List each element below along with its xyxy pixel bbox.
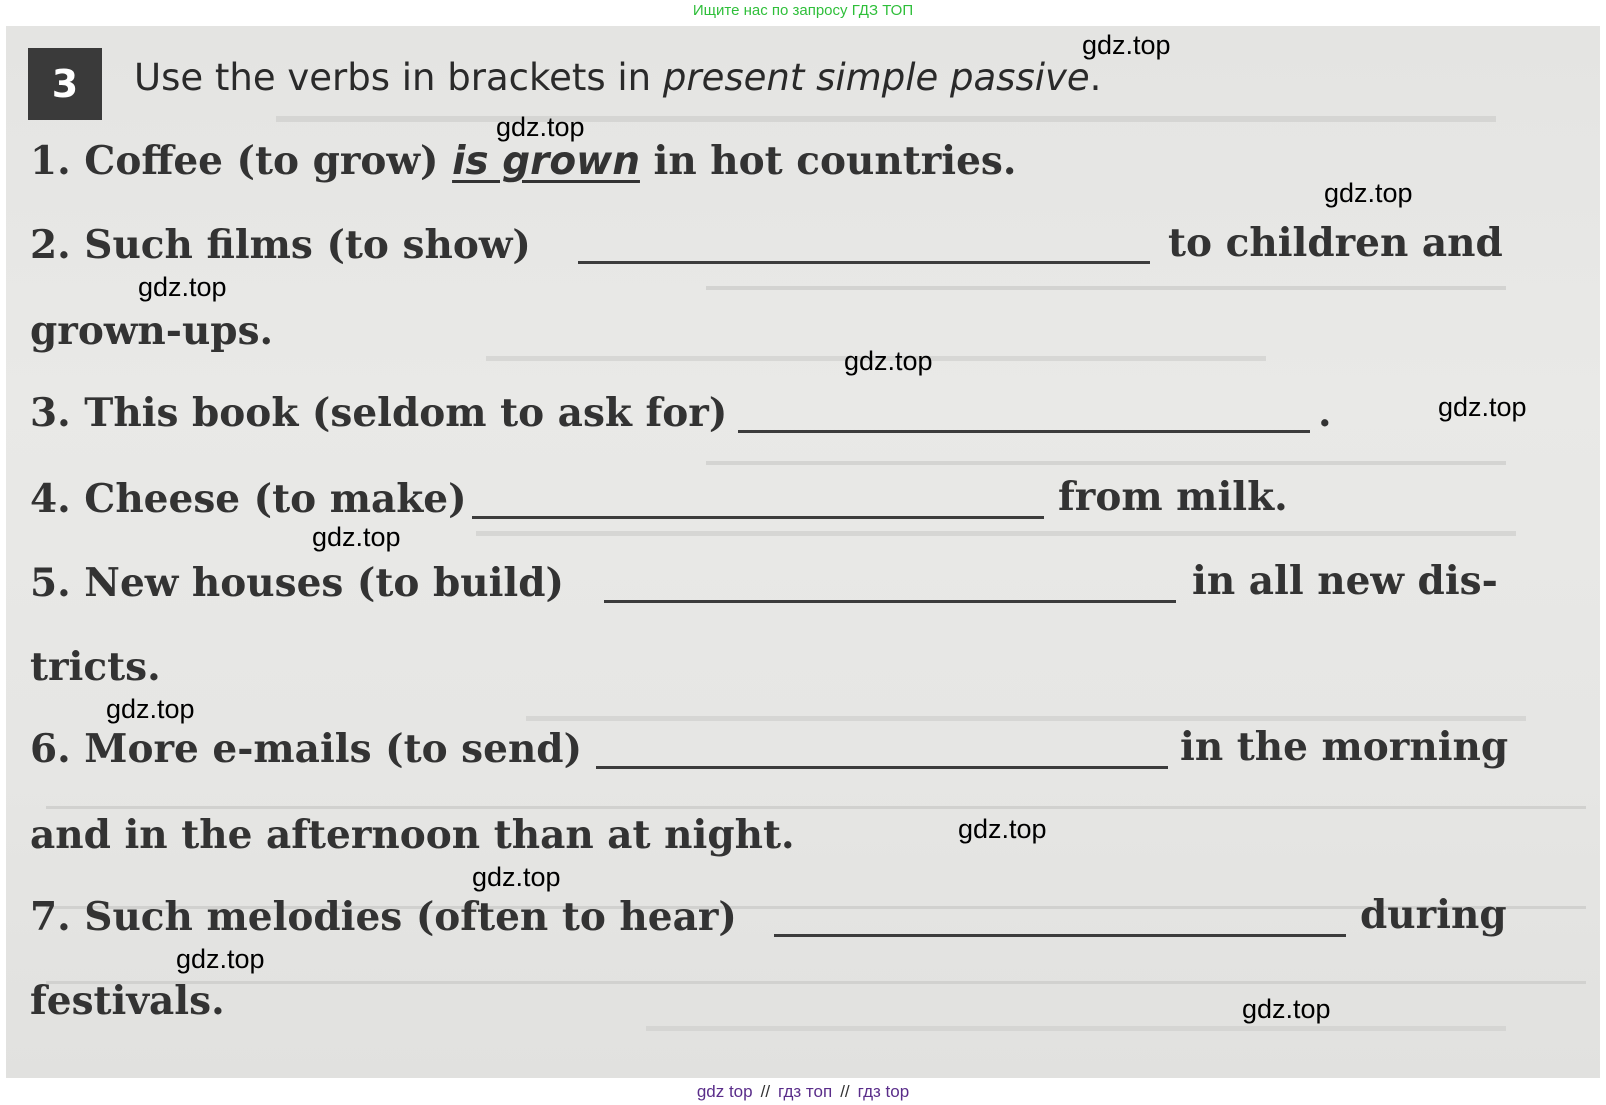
- item-1-rest: in hot countries.: [639, 138, 1017, 184]
- instruction-emphasis: present simple passive: [662, 56, 1090, 99]
- watermark: gdz.top: [106, 694, 195, 724]
- watermark: gdz.top: [176, 944, 265, 974]
- footer-links: [0, 1080, 1606, 1105]
- bleed-through-band: [526, 716, 1526, 721]
- item-1-prompt: 1. Coffee (to grow): [30, 138, 453, 184]
- item-4-answer-blank: [472, 516, 1044, 519]
- watermark: gdz.top: [496, 112, 585, 142]
- item-7-prompt: 7. Such melodies (often to hear): [30, 894, 737, 940]
- watermark: gdz.top: [1242, 994, 1331, 1024]
- footer-link-gdz-top-ru[interactable]: гдз топ: [778, 1082, 833, 1101]
- item-7-answer-blank: [774, 934, 1346, 937]
- bleed-through-band: [476, 531, 1516, 536]
- watermark: gdz.top: [1324, 178, 1413, 208]
- bleed-through-band: [46, 806, 1586, 809]
- search-hint-banner[interactable]: [0, 0, 1606, 24]
- item-3-rest: .: [1318, 390, 1332, 436]
- bleed-through-band: [646, 1026, 1506, 1031]
- item-6-prompt: 6. More e-mails (to send): [30, 726, 583, 772]
- item-1-answer: is grown: [452, 139, 640, 184]
- bleed-through-band: [276, 116, 1496, 122]
- exercise-number-badge: 3: [28, 48, 102, 120]
- bleed-through-band: [706, 286, 1506, 290]
- item-6-answer-blank: [596, 766, 1168, 769]
- bleed-through-band: [46, 981, 1586, 984]
- item-3-prompt: 3. This book (seldom to ask for): [30, 390, 728, 436]
- footer-separator: //: [840, 1082, 850, 1101]
- item-2-prompt: 2. Such films (to show): [30, 222, 531, 268]
- footer-link-gdz-top[interactable]: gdz top: [696, 1082, 753, 1101]
- item-4-rest: from milk.: [1058, 474, 1288, 520]
- item-2-rest: to children and: [1168, 220, 1503, 266]
- item-2-answer-blank: [578, 261, 1150, 264]
- watermark: gdz.top: [472, 862, 561, 892]
- watermark: gdz.top: [1082, 30, 1171, 60]
- item-2-continuation: grown-ups.: [30, 308, 274, 354]
- item-5-rest: in all new dis-: [1192, 558, 1498, 604]
- item-5-answer-blank: [604, 600, 1176, 603]
- watermark: gdz.top: [958, 814, 1047, 844]
- watermark: gdz.top: [844, 346, 933, 376]
- item-4-prompt: 4. Cheese (to make): [30, 476, 467, 522]
- bleed-through-band: [706, 461, 1506, 465]
- watermark: gdz.top: [138, 272, 227, 302]
- watermark: gdz.top: [1438, 392, 1527, 422]
- item-7-rest: during: [1360, 892, 1507, 938]
- item-5-continuation: tricts.: [30, 644, 161, 690]
- item-3-answer-blank: [738, 430, 1310, 433]
- instruction-suffix: .: [1089, 56, 1102, 99]
- exercise-instruction: [134, 56, 1101, 99]
- item-1: [30, 138, 1016, 184]
- footer-separator: //: [760, 1082, 771, 1101]
- item-7-continuation: festivals.: [30, 978, 225, 1024]
- watermark: gdz.top: [312, 522, 401, 552]
- item-5-prompt: 5. New houses (to build): [30, 560, 564, 606]
- search-hint-text[interactable]: Ищите нас по запросу ГДЗ ТОП: [692, 2, 914, 19]
- item-6-continuation: and in the afternoon than at night.: [30, 812, 795, 858]
- footer-link-gdz-top-mixed[interactable]: гдз top: [857, 1082, 910, 1101]
- instruction-prefix: Use the verbs in brackets in: [134, 56, 663, 99]
- item-6-rest: in the morning: [1180, 724, 1509, 770]
